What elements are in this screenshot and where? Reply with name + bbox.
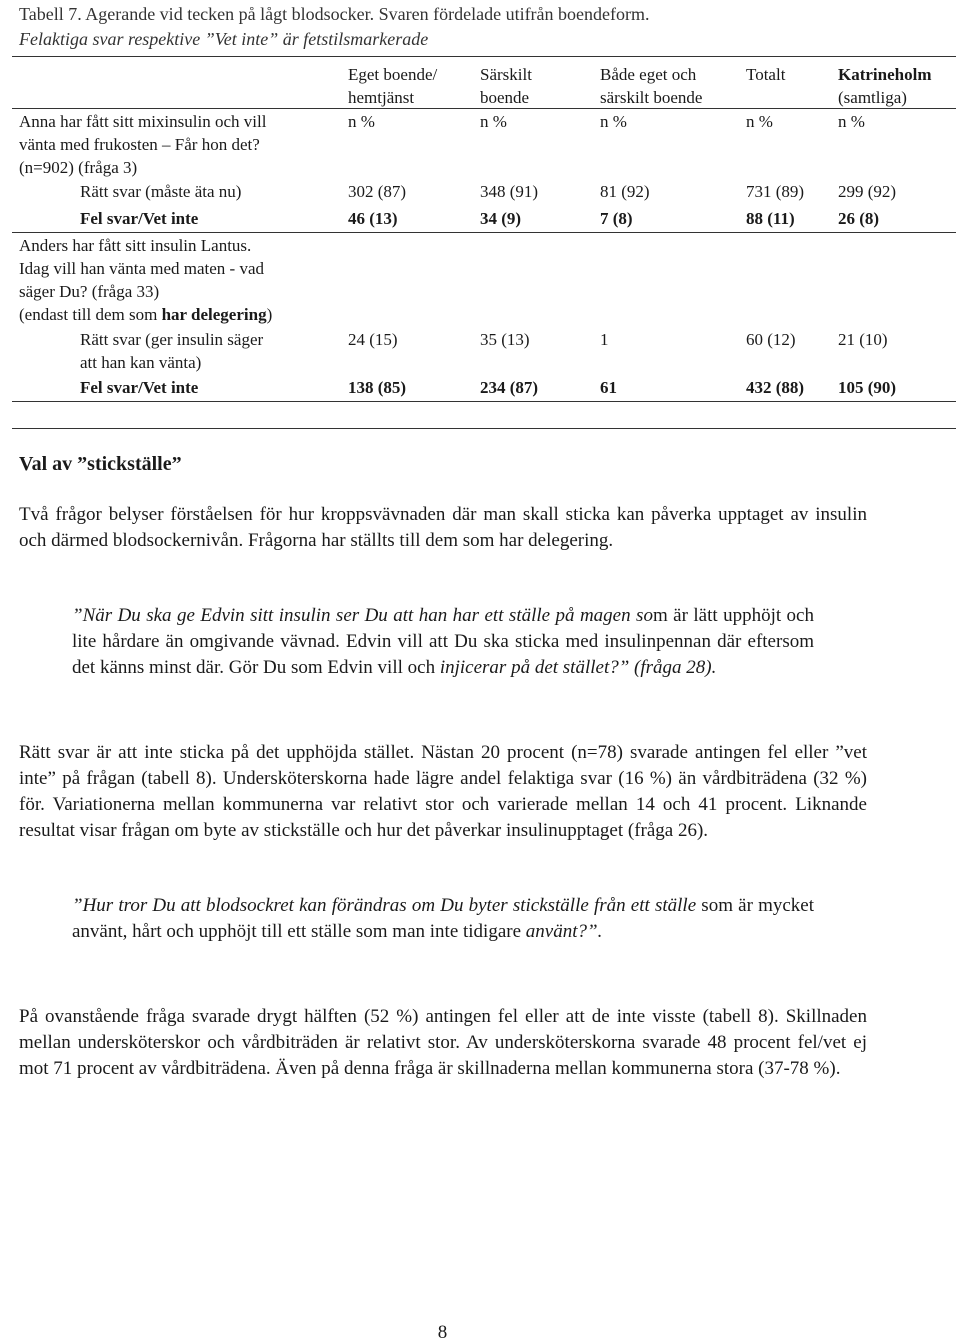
table-bottom-rule: [12, 401, 956, 402]
paragraph: På ovanstående fråga svarade drygt hälften (52 %) antingen fel eller att de inte visste (tabell 8). Skillnaden mellan undersköterskor och vårdbiträden är relativt stor. Av undersköterskorna svarade 48 procent fel/vet ej mot 71 procent av vårdbiträdena. Även på denna fråga är skillnaderna mellan kommunerna stora (37-78 %).: [19, 1006, 867, 1079]
table-top-rule: [12, 56, 956, 57]
quote-block: ”När Du ska ge Edvin sitt insulin ser Du att han har ett ställe på magen som är lätt upphöjt och lite hårdare än omgivande vävnad. Edvin vill att Du ska sticka med insulinpennan där eftersom det känns minst där. Gör Du som Edvin vill och injicerar på det stället?” (fråga 28).: [72, 605, 814, 678]
table-cell: 302 (87): [348, 182, 407, 201]
section-rule: [12, 428, 956, 429]
question-1-text: Anna har fått sitt mixinsulin och vill vänta med frukosten – Får hon det? (n=902) (fråga 3): [19, 112, 267, 177]
caption-line-2: Felaktiga svar respektive ”Vet inte” är fetstilsmarkerade: [19, 29, 429, 49]
table-cell: 46 (13): [348, 209, 398, 228]
col-header-5: Katrineholm (samtliga): [838, 65, 932, 107]
section-heading: Val av ”stickställe”: [19, 453, 182, 475]
table-cell: 88 (11): [746, 209, 795, 228]
table-cell: 21 (10): [838, 330, 888, 349]
table-cell: 138 (85): [348, 378, 407, 397]
row-label-wrong-q2: Fel svar/Vet inte: [80, 378, 199, 397]
col-header-4: Totalt: [746, 65, 786, 84]
table-cell: 348 (91): [480, 182, 539, 201]
unit-label: n %: [838, 112, 865, 131]
table-caption: [19, 2, 650, 52]
table-cell: 34 (9): [480, 209, 522, 228]
row-rule: [12, 232, 956, 233]
col-header-2: Särskilt boende: [480, 65, 532, 107]
table-cell: 299 (92): [838, 182, 897, 201]
row-label-correct-q2: Rätt svar (ger insulin säger att han kan vänta): [80, 330, 264, 372]
unit-label: n %: [600, 112, 627, 131]
table-cell: 7 (8): [600, 209, 633, 228]
row-label-correct-q1: Rätt svar (måste äta nu): [80, 182, 242, 201]
table-cell: 60 (12): [746, 330, 796, 349]
col-header-3: Både eget och särskilt boende: [600, 65, 703, 107]
row-label-wrong-q1: Fel svar/Vet inte: [80, 209, 199, 228]
table-cell: 26 (8): [838, 209, 880, 228]
page-number: 8: [437, 1322, 448, 1343]
paragraph: Två frågor belyser förståelsen för hur kroppsvävnaden där man skall sticka kan påverka upptaget av insulin och därmed blodsockernivån. Frågorna har ställts till dem som har delegering.: [19, 504, 867, 551]
table-cell: 35 (13): [480, 330, 530, 349]
table-cell: 1: [600, 330, 609, 349]
table-cell: 731 (89): [746, 182, 805, 201]
paragraph: Rätt svar är att inte sticka på det upphöjda stället. Nästan 20 procent (n=78) svarade antingen fel eller ”vet inte” på frågan (tabell 8). Undersköterskorna hade lägre andel felaktiga svar (16 %) än vårdbiträdena (32 %) för. Variationerna mellan kommunerna var relativt stor och varierade mellan 14 och 41 procent. Liknande resultat visar frågan om byte av stickställe och hur det påverkar insulinupptaget (fråga 26).: [19, 742, 867, 841]
table-cell: 432 (88): [746, 378, 805, 397]
table-cell: 81 (92): [600, 182, 650, 201]
quote-block: ”Hur tror Du att blodsockret kan förändras om Du byter stickställe från ett ställe som är mycket använt, hårt och upphöjt till ett ställe som man inte tidigare använt?”.: [72, 895, 815, 942]
question-2-text: Anders har fått sitt insulin Lantus. Idag vill han vänta med maten - vad säger Du? (fråga 33) (endast till dem som har delegering): [19, 236, 273, 324]
unit-label: n %: [480, 112, 507, 131]
table-cell: 234 (87): [480, 378, 539, 397]
unit-label: n %: [746, 112, 773, 131]
table-cell: 61: [600, 378, 617, 397]
caption-line-1: Tabell 7. Agerande vid tecken på lågt blodsocker. Svaren fördelade utifrån boendeform.: [19, 4, 650, 24]
header-rule: [12, 108, 956, 109]
table-cell: 24 (15): [348, 330, 398, 349]
unit-label: n %: [348, 112, 375, 131]
col-header-1: Eget boende/ hemtjänst: [348, 65, 438, 107]
table-cell: 105 (90): [838, 378, 897, 397]
